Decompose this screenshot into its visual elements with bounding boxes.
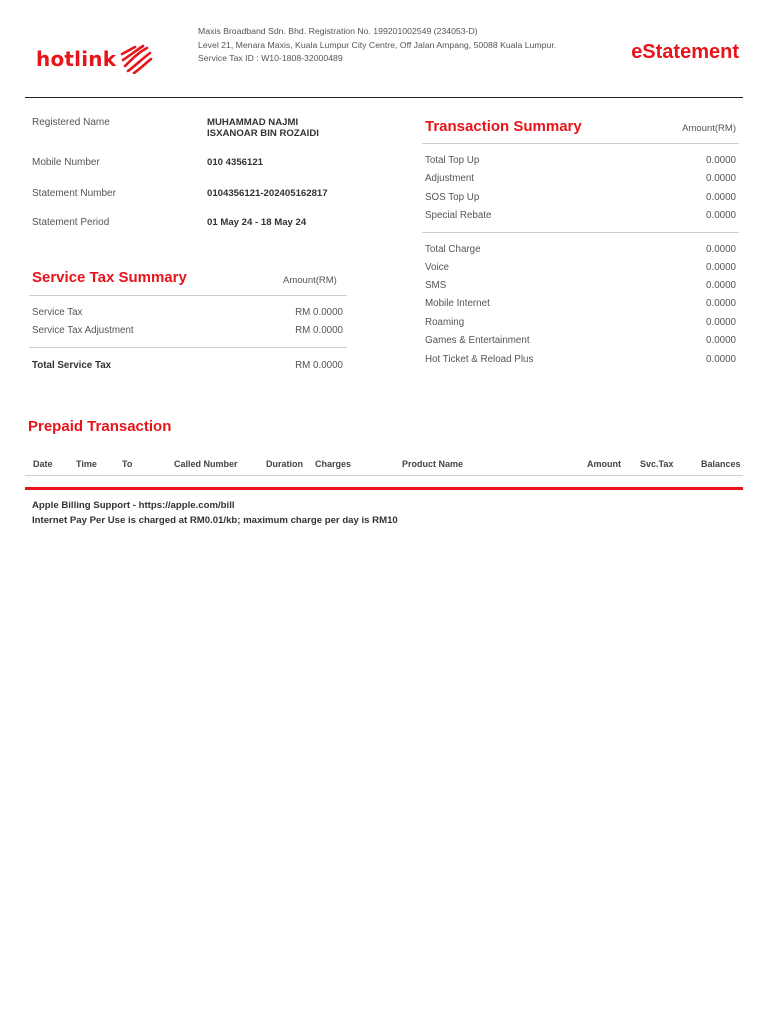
prepaid-header-divider	[25, 475, 743, 476]
company-line-2: Level 21, Menara Maxis, Kuala Lumpur City Centre, Off Jalan Ampang, 50088 Kuala Lumpur.	[198, 39, 557, 50]
total-charge-value: 0.0000	[706, 244, 736, 255]
col-header-charges: Charges	[315, 459, 352, 469]
registered-name-line-1: MUHAMMAD NAJMI	[207, 117, 299, 128]
total-service-tax-label: Total Service Tax	[32, 360, 112, 371]
mobile-number-value: 010 4356121	[207, 157, 264, 168]
col-header-product-name: Product Name	[402, 459, 464, 469]
total-service-tax-value: RM 0.0000	[295, 360, 343, 371]
service-tax-divider	[29, 295, 347, 296]
service-tax-title: Service Tax Summary	[32, 269, 187, 286]
total-top-up-value: 0.0000	[706, 155, 736, 166]
header-divider	[25, 97, 743, 98]
company-line-3: Service Tax ID : W10-1808-32000489	[198, 53, 343, 63]
prepaid-transaction-title: Prepaid Transaction	[28, 418, 172, 435]
charges-divider	[422, 232, 739, 233]
roaming-value: 0.0000	[706, 317, 736, 328]
adjustment-label: Adjustment	[425, 173, 475, 184]
statement-number-label: Statement Number	[32, 188, 116, 199]
registered-name-label: Registered Name	[32, 117, 110, 128]
note-internet-pay-per-use: Internet Pay Per Use is charged at RM0.01/kb; maximum charge per day is RM10	[32, 515, 398, 526]
mobile-number-label: Mobile Number	[32, 157, 100, 168]
note-apple-billing: Apple Billing Support - https://apple.com/bill	[32, 500, 235, 511]
mobile-internet-value: 0.0000	[706, 298, 736, 309]
registered-name-line-2: ISXANOAR BIN ROZAIDI	[207, 128, 319, 139]
logo-text: hotlink	[36, 47, 117, 71]
sos-top-up-value: 0.0000	[706, 192, 736, 203]
transaction-summary-amount-header: Amount(RM)	[682, 123, 736, 134]
prepaid-red-bar	[25, 487, 743, 490]
roaming-label: Roaming	[425, 317, 465, 328]
service-tax-amount-header: Amount(RM)	[283, 275, 337, 286]
col-header-date: Date	[33, 459, 53, 469]
transaction-summary-divider	[422, 143, 739, 144]
statement-period-label: Statement Period	[32, 217, 110, 228]
total-charge-label: Total Charge	[425, 244, 481, 255]
col-header-time: Time	[76, 459, 97, 469]
col-header-called-number: Called Number	[174, 459, 238, 469]
service-tax-total-divider	[29, 347, 347, 348]
company-line-1: Maxis Broadband Sdn. Bhd. Registration No. 199201002549 (234053-D)	[198, 26, 478, 36]
special-rebate-label: Special Rebate	[425, 210, 492, 221]
service-tax-row-label: Service Tax	[32, 307, 83, 318]
service-tax-adjustment-label: Service Tax Adjustment	[32, 325, 134, 336]
service-tax-adjustment-value: RM 0.0000	[295, 325, 343, 336]
voice-label: Voice	[425, 262, 449, 273]
col-header-to: To	[122, 459, 133, 469]
col-header-svc-tax: Svc.Tax	[640, 459, 674, 469]
games-entertainment-value: 0.0000	[706, 335, 736, 346]
statement-number-value: 0104356121-202405162817	[207, 188, 328, 199]
col-header-duration: Duration	[266, 459, 303, 469]
voice-value: 0.0000	[706, 262, 736, 273]
statement-period-value: 01 May 24 - 18 May 24	[207, 217, 307, 228]
special-rebate-value: 0.0000	[706, 210, 736, 221]
sms-label: SMS	[425, 280, 447, 291]
service-tax-row-value: RM 0.0000	[295, 307, 343, 318]
transaction-summary-title: Transaction Summary	[425, 118, 582, 135]
col-header-amount: Amount	[587, 459, 621, 469]
hotlink-swirl-icon	[119, 44, 153, 74]
total-top-up-label: Total Top Up	[425, 155, 480, 166]
col-header-balances: Balances	[701, 459, 741, 469]
mobile-internet-label: Mobile Internet	[425, 298, 490, 309]
company-info	[198, 25, 556, 66]
hotlink-logo	[36, 44, 153, 74]
sos-top-up-label: SOS Top Up	[425, 192, 480, 203]
hot-ticket-reload-value: 0.0000	[706, 354, 736, 365]
document-title: eStatement	[631, 41, 739, 63]
hot-ticket-reload-label: Hot Ticket & Reload Plus	[425, 354, 534, 365]
games-entertainment-label: Games & Entertainment	[425, 335, 530, 346]
sms-value: 0.0000	[706, 280, 736, 291]
registered-name-value	[207, 117, 319, 139]
adjustment-value: 0.0000	[706, 173, 736, 184]
